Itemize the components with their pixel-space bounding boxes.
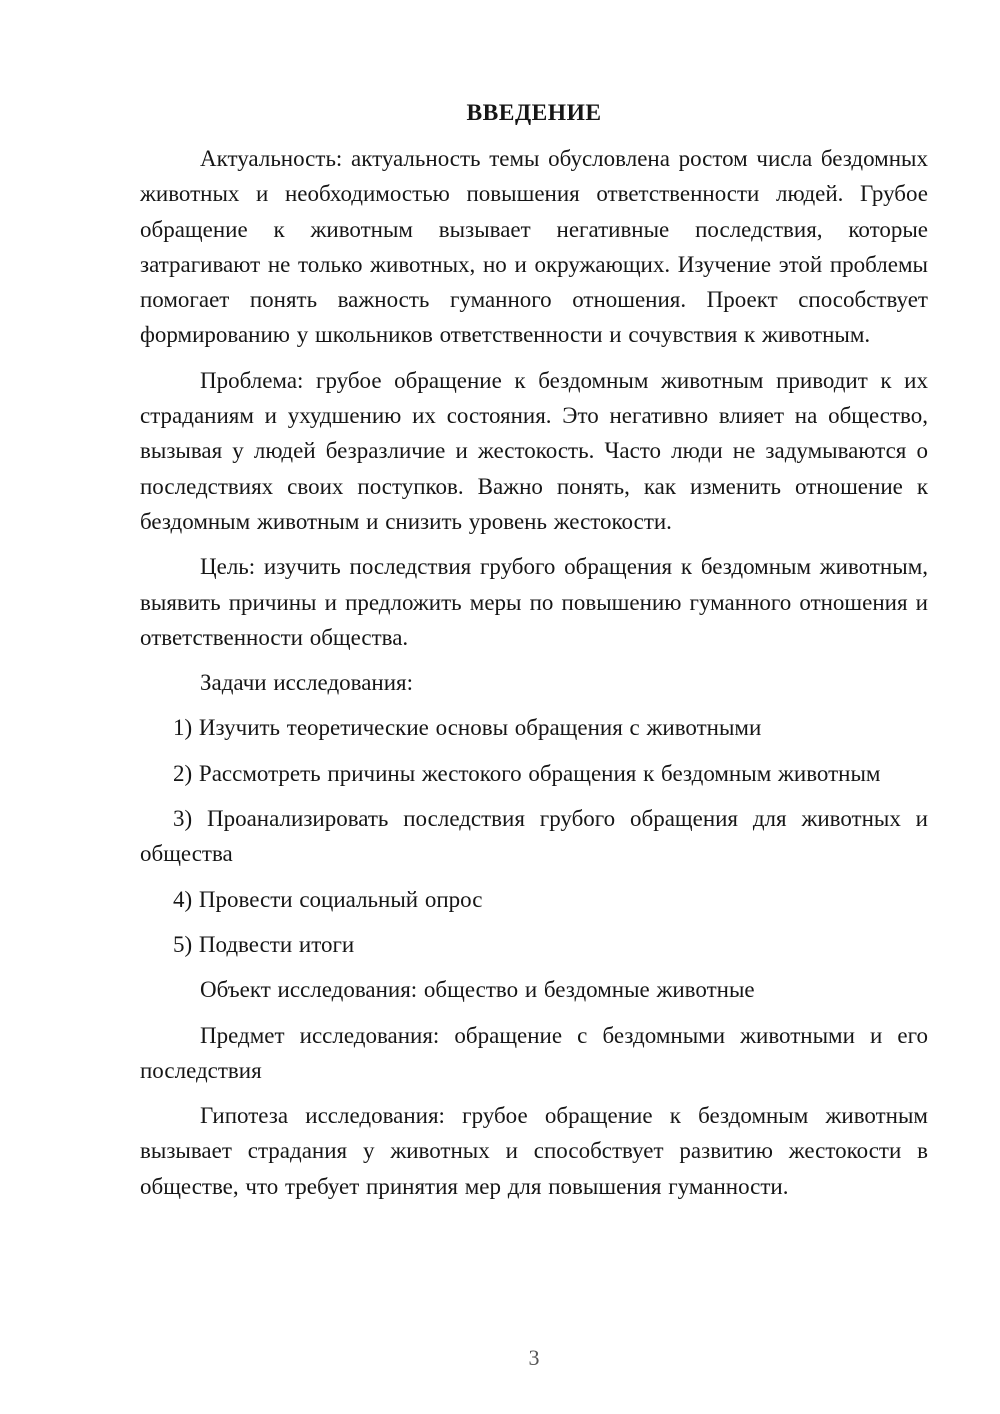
paragraph: Проблема: грубое обращение к бездомным животным приводит к их страданиям и ухудшению их состояния. Это негативно влияет на общество, вызывая у людей безразличие и жестокость. Часто люди не задумываются о последствиях своих поступков. Важно понять, как изменить отношение к бездомным животным и снизить уровень жестокости. — [140, 367, 928, 534]
list-item: 2) Рассмотреть причины жестокого обращения к бездомным животным — [173, 760, 881, 786]
paragraph: Цель: изучить последствия грубого обращения к бездомным животным, выявить причины и предложить меры по повышению гуманного отношения и ответственности общества. — [140, 554, 928, 650]
list-item: 4) Провести социальный опрос — [173, 886, 483, 912]
paragraph: Актуальность: актуальность темы обусловлена ростом числа бездомных животных и необходимостью повышения ответственности людей. Грубое обращение к животным вызывает негативные последствия, которые затрагивают не только животных, но и окружающих. Изучение этой проблемы помогает понять важность гуманного отношения. Проект способствует формированию у школьников ответственности и сочувствия к животным. — [140, 146, 928, 348]
document-body — [140, 141, 928, 1204]
page-number: 3 — [528, 1345, 540, 1370]
page-title: ВВЕДЕНИЕ — [466, 100, 602, 126]
list-item: 1) Изучить теоретические основы обращения с животными — [173, 715, 762, 741]
paragraph: Объект исследования: общество и бездомные животные — [200, 977, 755, 1003]
list-item: 5) Подвести итоги — [173, 931, 355, 957]
paragraph: Предмет исследования: обращение с бездомными животными и его последствия — [140, 1022, 928, 1083]
paragraph: Задачи исследования: — [200, 670, 414, 696]
paragraph: Гипотеза исследования: грубое обращение к бездомным животным вызывает страдания у животных и способствует развитию жестокости в обществе, что требует принятия мер для повышения гуманности. — [140, 1103, 928, 1199]
list-item: 3) Проанализировать последствия грубого обращения для животных и общества — [140, 806, 928, 867]
